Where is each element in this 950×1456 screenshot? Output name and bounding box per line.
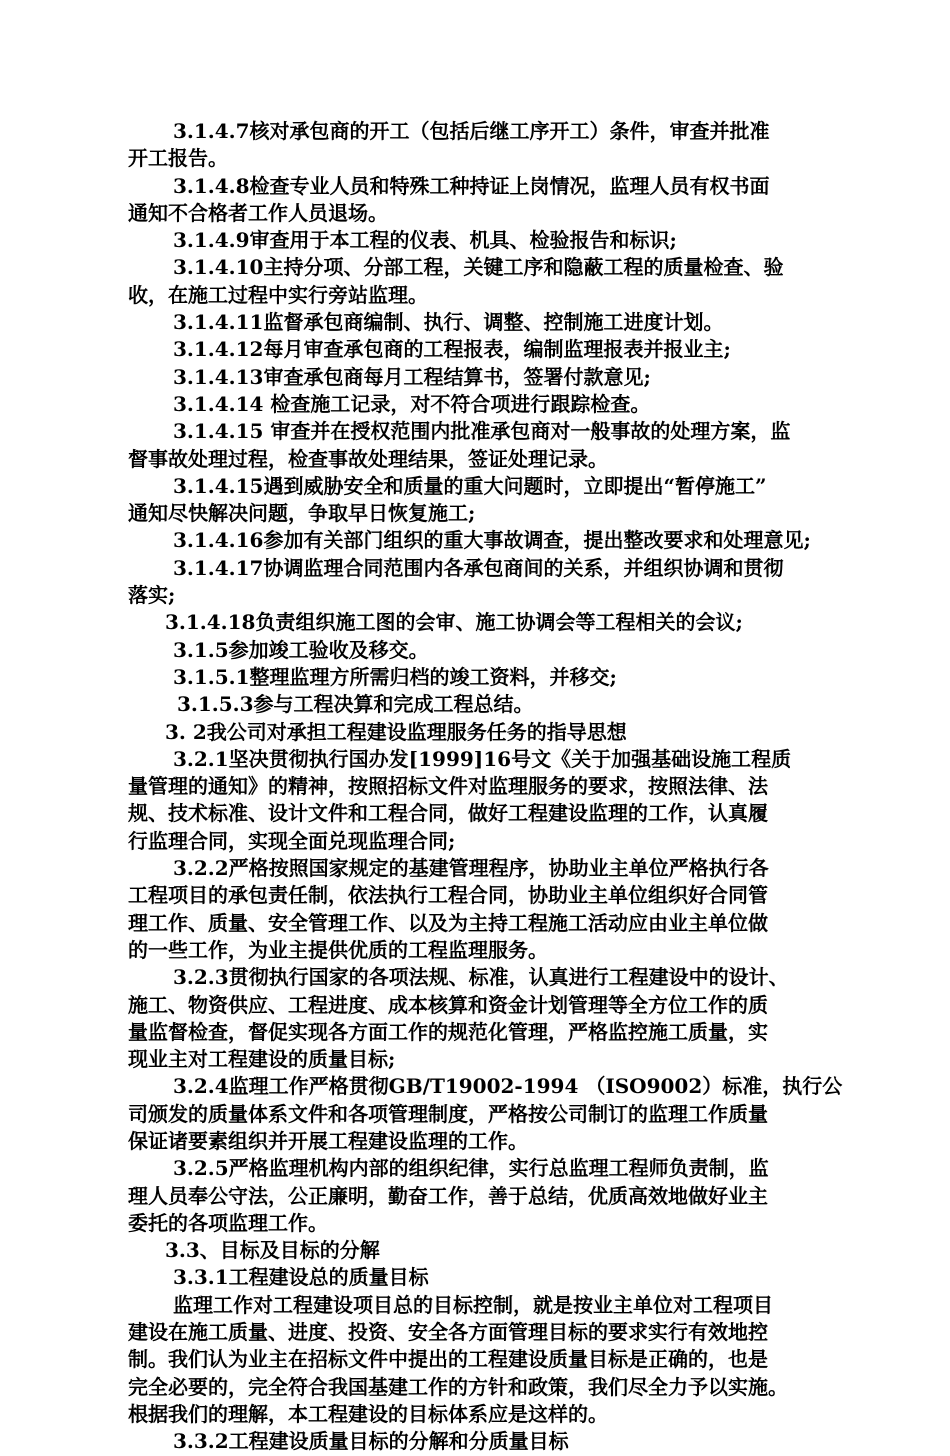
text-line: 3.1.5.1整理监理方所需归档的竣工资料，并移交; <box>173 664 617 689</box>
text-line: 3.1.4.16参加有关部门组织的重大事故调查，提出整改要求和处理意见; <box>173 528 811 553</box>
text-line: 3.1.4.11监督承包商编制、执行、调整、控制施工进度计划。 <box>173 310 724 335</box>
text-line: 3.1.4.13审查承包商每月工程结算书，签署付款意见; <box>173 364 651 389</box>
text-line: 量监督检查，督促实现各方面工作的规范化管理，严格监控施工质量，实 <box>128 1019 768 1044</box>
text-line: 3.2.1坚决贯彻执行国办发[1999]16号文《关于加强基础设施工程质 <box>173 746 792 771</box>
text-line: 量管理的通知》的精神，按照招标文件对监理服务的要求，按照法律、法 <box>128 774 768 799</box>
text-line: 3.1.4.10主持分项、分部工程，关键工序和隐蔽工程的质量检查、验 <box>173 255 784 280</box>
text-line: 保证诸要素组织并开展工程建设监理的工作。 <box>128 1128 528 1153</box>
text-line: 委托的各项监理工作。 <box>128 1210 328 1235</box>
text-line: 3.2.3贯彻执行国家的各项法规、标准，认真进行工程建设中的设计、 <box>173 965 789 990</box>
text-line: 根据我们的理解，本工程建设的目标体系应是这样的。 <box>128 1401 608 1426</box>
text-line: 通知不合格者工作人员退场。 <box>128 200 388 225</box>
text-line: 3.1.4.15 审查并在授权范围内批准承包商对一般事故的处理方案，监 <box>173 419 791 444</box>
text-line: 3.1.4.14 检查施工记录，对不符合项进行跟踪检查。 <box>173 391 651 416</box>
text-line: 3.3.2工程建设质量目标的分解和分质量目标 <box>173 1429 569 1454</box>
text-line: 3.2.5严格监理机构内部的组织纪律，实行总监理工程师负责制，监 <box>173 1156 769 1181</box>
text-line: 3.1.4.9审查用于本工程的仪表、机具、检验报告和标识; <box>173 228 677 253</box>
text-line: 制。我们认为业主在招标文件中提出的工程建设质量目标是正确的，也是 <box>128 1347 768 1372</box>
text-line: 行监理合同，实现全面兑现监理合同; <box>128 828 456 853</box>
text-line: 收，在施工过程中实行旁站监理。 <box>128 282 428 307</box>
document-body <box>0 118 950 1456</box>
text-line: 3.1.4.18负责组织施工图的会审、施工协调会等工程相关的会议; <box>165 610 743 635</box>
text-line: 3. 2我公司对承担工程建设监理服务任务的指导思想 <box>165 719 627 744</box>
text-line: 开工报告。 <box>128 146 228 171</box>
text-line: 工程项目的承包责任制，依法执行工程合同，协助业主单位组织好合同管 <box>128 883 768 908</box>
text-line: 施工、物资供应、工程进度、成本核算和资金计划管理等全方位工作的质 <box>128 992 768 1017</box>
text-line: 理人员奉公守法，公正廉明，勤奋工作，善于总结，优质高效地做好业主 <box>128 1183 768 1208</box>
text-line: 3.1.4.17协调监理合同范围内各承包商间的关系，并组织协调和贯彻 <box>173 555 784 580</box>
text-line: 3.1.4.8检查专业人员和特殊工种持证上岗情况，监理人员有权书面 <box>173 173 770 198</box>
text-line: 规、技术标准、设计文件和工程合同，做好工程建设监理的工作，认真履 <box>128 801 768 826</box>
text-line: 完全必要的，完全符合我国基建工作的方针和政策，我们尽全力予以实施。 <box>128 1374 788 1399</box>
text-line: 理工作、质量、安全管理工作、以及为主持工程施工活动应由业主单位做 <box>128 910 768 935</box>
text-line: 3.1.4.15遇到威胁安全和质量的重大问题时，立即提出“暂停施工” <box>173 473 767 498</box>
text-line: 3.1.5参加竣工验收及移交。 <box>173 637 429 662</box>
text-line: 通知尽快解决问题，争取早日恢复施工; <box>128 501 476 526</box>
text-line: 3.3、目标及目标的分解 <box>165 1238 380 1263</box>
text-line: 建设在施工质量、进度、投资、安全各方面管理目标的要求实行有效地控 <box>128 1320 768 1345</box>
text-line: 现业主对工程建设的质量目标; <box>128 1047 396 1072</box>
text-line: 的一些工作，为业主提供优质的工程监理服务。 <box>128 937 548 962</box>
text-line: 监理工作对工程建设项目总的目标控制，就是按业主单位对工程项目 <box>173 1292 773 1317</box>
text-line: 3.2.2严格按照国家规定的基建管理程序，协助业主单位严格执行各 <box>173 856 769 881</box>
text-line: 落实; <box>128 583 176 608</box>
text-line: 3.2.4监理工作严格贯彻GB/T19002-1994 （ISO9002）标准，执行公 <box>173 1074 843 1099</box>
text-line: 3.1.4.12每月审查承包商的工程报表，编制监理报表并报业主; <box>173 337 731 362</box>
text-line: 3.1.5.3参与工程决算和完成工程总结。 <box>177 692 534 717</box>
text-line: 督事故处理过程，检查事故处理结果，签证处理记录。 <box>128 446 608 471</box>
text-line: 3.3.1工程建设总的质量目标 <box>173 1265 429 1290</box>
text-line: 司颁发的质量体系文件和各项管理制度，严格按公司制订的监理工作质量 <box>128 1101 768 1126</box>
text-line: 3.1.4.7核对承包商的开工（包括后继工序开工）条件，审查并批准 <box>173 119 770 143</box>
